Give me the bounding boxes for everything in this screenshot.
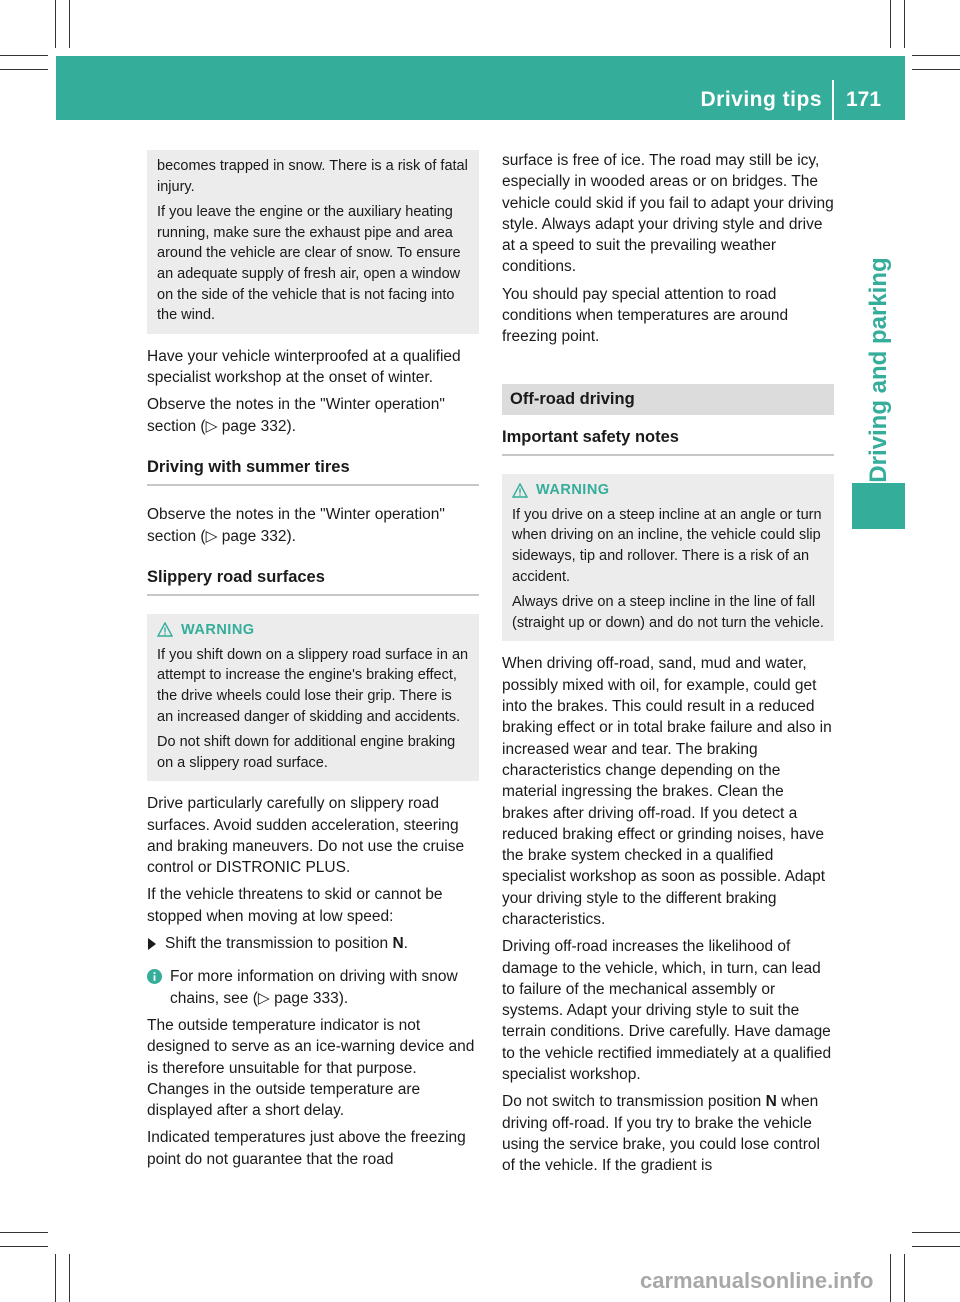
header-divider [832, 80, 834, 120]
left-column [147, 150, 479, 1176]
warning-box [502, 474, 834, 641]
watermark: carmanualsonline.info [640, 1268, 874, 1293]
paragraph: Do not switch to transmission position N when driving off-road. If you try to brake the vehicle using the service brake, you could lose control of the vehicle. If the gradient is [502, 1093, 820, 1175]
gear-position: N [392, 935, 404, 953]
box-paragraph: If you leave the engine or the auxiliary heating running, make sure the exhaust pipe and area around the vehicle are clear of snow. To ensure an adequate supply of fresh air, open a window on the side of the vehicle that is not facing into the wind. [157, 204, 461, 324]
box-paragraph: becomes trapped in snow. There is a risk of fatal injury. [157, 158, 468, 195]
instruction-arrow-icon [147, 938, 157, 950]
warning-box [147, 614, 479, 781]
warning-label: WARNING [536, 482, 610, 499]
crop-mark [0, 1232, 48, 1233]
warning-label: WARNING [181, 622, 255, 639]
gear-position: N [765, 1093, 777, 1111]
section-heading-summer-tires: Driving with summer tires [147, 443, 479, 486]
warning-text: Always drive on a steep incline in the line of fall (straight up or down) and do not turn the vehicle. [512, 594, 824, 631]
paragraph: If the vehicle threatens to skid or cannot be stopped when moving at low speed: [147, 886, 443, 925]
instruction-step [147, 933, 479, 960]
crop-mark [0, 1246, 48, 1247]
instruction-text: Shift the transmission to position N. [165, 935, 408, 953]
paragraph: Indicated temperatures just above the freezing point do not guarantee that the road [147, 1129, 466, 1168]
paragraph: When driving off-road, sand, mud and water, possibly mixed with oil, for example, could get into the brakes. This could result in a reduced braking effect or in total brake failure and also in increased wear and tear. The braking characteristics change depending on the material ingressing the brakes. Clean the brakes after driving off-road. If you detect a reduced braking effect or grinding noises, have the brake system checked in a qualified specialist workshop as soon as possible. Adapt your driving style to the different braking characteristics. [502, 655, 832, 928]
crop-mark [912, 1232, 960, 1233]
warning-header [512, 480, 826, 501]
crop-mark [912, 69, 960, 70]
crop-mark [55, 1254, 56, 1302]
paragraph: Have your vehicle winterproofed at a qualified specialist workshop at the onset of winter. [147, 347, 461, 387]
warning-header [157, 620, 471, 641]
paragraph: The outside temperature indicator is not designed to serve as an ice-warning device and is therefore unsuitable for that purpose. Changes in the outside temperature are displayed after a short delay. [147, 1016, 475, 1120]
info-icon [147, 969, 162, 984]
crop-mark [904, 0, 905, 48]
warning-text: If you shift down on a slippery road surface in an attempt to increase the engine's braking effect, the drive wheels could lose their grip. There is an increased danger of skidding and accidents. [157, 646, 469, 725]
info-text: For more information on driving with snow chains, see (▷ page 333). [170, 968, 458, 1007]
crop-mark [69, 1254, 70, 1302]
warning-text: If you drive on a steep incline at an angle or turn when driving on an incline, the vehicle could slip sideways, tip and rollover. There is a risk of an accident. [512, 506, 822, 585]
section-heading-safety-notes: Important safety notes [502, 415, 834, 456]
crop-mark [0, 69, 48, 70]
chapter-tab [852, 250, 906, 490]
crop-mark [904, 1254, 905, 1302]
chapter-heading-offroad: Off-road driving [502, 384, 834, 415]
crop-mark [912, 1246, 960, 1247]
warning-text: Do not shift down for additional engine braking on a slippery road surface. [157, 734, 456, 771]
section-heading-slippery-roads: Slippery road surfaces [147, 553, 479, 596]
crop-mark [55, 0, 56, 48]
paragraph: surface is free of ice. The road may still be icy, especially in wooded areas or on bridges. The vehicle could skid if you fail to adapt your driving style. Always adapt your driving style and drive at a speed to suit the prevailing weather conditions. [502, 152, 834, 276]
crop-mark [912, 55, 960, 56]
page-number: 171 [846, 88, 882, 111]
paragraph: Driving off-road increases the likelihood of damage to the vehicle, which, in turn, can lead to failure of the mechanical assembly or systems. Adapt your driving style to suit the terrain conditions. Drive carefully. Have damage to the vehicle rectified immediately at a qualified specialist workshop. [502, 938, 832, 1084]
chapter-tab-marker [852, 483, 905, 529]
warning-triangle-icon [512, 483, 528, 499]
info-note [147, 966, 479, 1015]
right-column [502, 150, 834, 1183]
warning-continuation-box [147, 150, 479, 334]
paragraph: Drive particularly carefully on slippery road surfaces. Avoid sudden acceleration, steering and braking maneuvers. Do not use the cruise control or DISTRONIC PLUS. [147, 795, 465, 877]
paragraph: You should pay special attention to road conditions when temperatures are around freezing point. [502, 285, 789, 346]
crop-mark [890, 0, 891, 48]
warning-triangle-icon [157, 622, 173, 638]
crop-mark [0, 55, 48, 56]
crop-mark [69, 0, 70, 48]
chapter-tab-label: Driving and parking [865, 257, 892, 483]
cross-reference-paragraph: Observe the notes in the "Winter operation" section (▷ page 332). [147, 506, 445, 545]
crop-mark [890, 1254, 891, 1302]
page-section-title: Driving tips [700, 88, 822, 111]
cross-reference-paragraph: Observe the notes in the "Winter operation" section (▷ page 332). [147, 396, 445, 435]
